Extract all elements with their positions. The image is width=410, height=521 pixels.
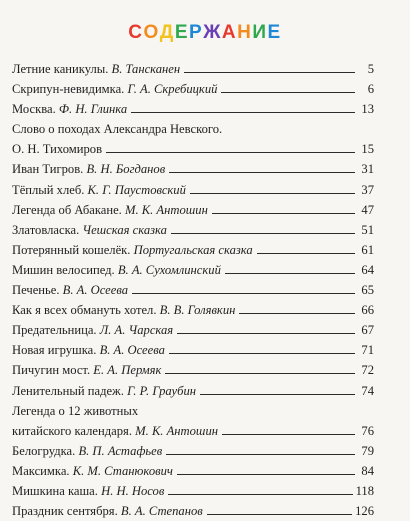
entry-title: Потерянный кошелёк. [12, 242, 131, 257]
entry-title: Праздник сентября. [12, 504, 118, 519]
title-letter: Р [189, 22, 204, 43]
entry-text [12, 260, 223, 280]
entry-text [12, 240, 255, 260]
leader-line [200, 394, 355, 395]
entry-author: К. М. Станюкович [72, 463, 173, 478]
page-number: 66 [361, 303, 374, 318]
leader-line [169, 353, 355, 354]
entry-text [12, 441, 164, 461]
toc-entry-line [12, 59, 374, 79]
leader-line [190, 193, 355, 194]
toc-entry-line [12, 360, 374, 380]
page-number: 13 [361, 102, 374, 117]
entry-author: Португальская сказка [133, 242, 253, 257]
leader-line [225, 273, 355, 274]
entry-title: Ленительный падеж. [12, 383, 124, 398]
entry-text [12, 220, 169, 240]
leader-line [131, 112, 355, 113]
entry-text [12, 340, 167, 360]
entry-text [12, 139, 104, 159]
toc-entry[interactable] [12, 260, 374, 280]
page-number: 47 [361, 202, 374, 217]
page-number: 31 [361, 162, 374, 177]
toc-entry[interactable] [12, 99, 374, 119]
entry-author: Г. А. Скребицкий [127, 82, 218, 97]
toc-entry-line [12, 180, 374, 200]
toc-entry[interactable] [12, 481, 374, 501]
leader-line [168, 494, 352, 495]
toc-entry[interactable] [12, 220, 374, 240]
entry-text [12, 300, 237, 320]
entry-text [12, 401, 140, 421]
toc-entry-line [12, 300, 374, 320]
entry-title: Новая игрушка. [12, 343, 97, 358]
toc-entry[interactable] [12, 340, 374, 360]
entry-author: Л. А. Чарская [99, 323, 174, 338]
toc-entry-line [12, 421, 374, 441]
toc-entry[interactable] [12, 381, 374, 401]
leader-line [212, 213, 355, 214]
toc-entry[interactable] [12, 79, 374, 99]
toc-entry-line [12, 159, 374, 179]
title-letter: Н [237, 22, 253, 43]
entry-text [12, 461, 175, 481]
entry-author: Г. Р. Граубин [127, 383, 197, 398]
page-number: 5 [367, 62, 374, 76]
toc-entry[interactable] [12, 360, 374, 380]
toc-entry[interactable] [12, 240, 374, 260]
toc-entry-line [12, 501, 374, 521]
entry-author: В. А. Осеева [99, 343, 165, 358]
entry-author: В. А. Осеева [62, 283, 129, 298]
toc-entry[interactable] [12, 159, 374, 179]
entry-text [12, 159, 167, 179]
entry-author: Чешская сказка [82, 222, 167, 237]
toc-entry-line [12, 320, 374, 340]
page-number: 64 [361, 262, 374, 277]
toc-entry[interactable] [12, 501, 374, 521]
leader-line [166, 454, 355, 455]
entry-author: Е. А. Пермяк [93, 363, 162, 378]
entry-text [12, 280, 130, 300]
entry-title: Пичугин мост. [12, 363, 91, 378]
entry-author: В. Н. Богданов [86, 162, 166, 177]
title-letter: Д [159, 22, 175, 43]
page-number: 67 [361, 323, 374, 338]
leader-line [177, 474, 355, 475]
toc-entry-line [12, 79, 374, 99]
entry-text [12, 320, 175, 340]
leader-line [171, 233, 355, 234]
table-of-contents [12, 59, 374, 521]
toc-entry[interactable] [12, 180, 374, 200]
entry-title: Иван Тигров. [12, 162, 84, 177]
entry-author: Ф. Н. Глинка [58, 102, 128, 117]
page-number: 76 [361, 423, 374, 438]
toc-entry-line [12, 200, 374, 220]
entry-text [12, 481, 166, 501]
entry-title: Легенда о 12 животных [12, 403, 139, 418]
page-number: 126 [355, 504, 374, 519]
leader-line [106, 152, 355, 153]
toc-entry[interactable] [12, 401, 374, 441]
entry-author: М. К. Антошин [135, 423, 218, 438]
toc-entry[interactable] [12, 441, 374, 461]
toc-entry-line [12, 119, 374, 139]
page-number: 6 [367, 82, 374, 97]
entry-title: китайского календаря. [12, 423, 132, 438]
toc-entry-line [12, 441, 374, 461]
toc-entry[interactable] [12, 59, 374, 79]
leader-line [132, 293, 355, 294]
title-letter: Ж [203, 22, 222, 43]
toc-entry-line [12, 280, 374, 300]
entry-title: Мишин велосипед. [12, 262, 115, 277]
page-number: 65 [361, 283, 374, 298]
leader-line [257, 253, 355, 254]
toc-entry[interactable] [12, 320, 374, 340]
toc-entry-line [12, 481, 374, 501]
toc-entry-line [12, 381, 374, 401]
entry-title: Летние каникулы. [12, 62, 109, 76]
entry-author: В. В. Голявкин [159, 303, 236, 318]
toc-entry-line [12, 340, 374, 360]
leader-line [207, 514, 352, 515]
title-letter: Е [174, 22, 190, 43]
entry-text [12, 360, 163, 380]
entry-title: Максимка. [12, 463, 70, 478]
toc-entry-line [12, 240, 374, 260]
entry-title: Легенда об Абакане. [12, 202, 122, 217]
page-number: 15 [361, 142, 374, 157]
entry-text [12, 180, 188, 200]
page-number: 84 [361, 463, 374, 478]
toc-entry-line [12, 139, 374, 159]
toc-entry-line [12, 260, 374, 280]
toc-entry-line [12, 461, 374, 481]
title-letter: О [143, 22, 160, 43]
toc-entry[interactable] [12, 200, 374, 220]
entry-author: В. А. Степанов [120, 504, 203, 519]
entry-title: Мишкина каша. [12, 483, 98, 498]
entry-text [12, 200, 210, 220]
entry-author: Н. Н. Носов [101, 483, 165, 498]
toc-entry[interactable] [12, 300, 374, 320]
leader-line [165, 373, 355, 374]
toc-entry-line [12, 401, 374, 421]
page-number: 74 [361, 383, 374, 398]
entry-text [12, 501, 205, 521]
leader-line [177, 333, 355, 334]
leader-line [239, 313, 355, 314]
entry-text [12, 99, 129, 119]
leader-line [222, 434, 355, 435]
toc-entry-line [12, 99, 374, 119]
entry-text [12, 381, 198, 401]
entry-title: Тёплый хлеб. [12, 182, 85, 197]
entry-title: Москва. [12, 102, 56, 117]
entry-title: Златовласка. [12, 222, 80, 237]
entry-author: М. К. Антошин [124, 202, 208, 217]
page-title [0, 22, 410, 44]
entry-text [12, 119, 224, 139]
entry-text [12, 79, 219, 99]
entry-title: Предательница. [12, 323, 97, 338]
page-number: 37 [361, 182, 374, 197]
entry-author: В. П. Астафьев [78, 443, 163, 458]
page-number: 61 [361, 242, 374, 257]
title-letter: И [252, 22, 268, 43]
leader-line [221, 92, 355, 93]
entry-text [12, 421, 220, 441]
page-number: 71 [361, 343, 374, 358]
title-letter: С [128, 22, 144, 43]
entry-title: Как я всех обмануть хотел. [12, 303, 157, 318]
entry-title: Слово о походах Александра Невского. [12, 122, 223, 137]
page-number: 72 [361, 363, 374, 378]
entry-title: Белогрудка. [12, 443, 76, 458]
entry-author: К. Г. Паустовский [87, 182, 186, 197]
toc-entry[interactable] [12, 119, 374, 159]
entry-author: В. А. Сухомлинский [117, 262, 221, 277]
toc-entry-line [12, 220, 374, 240]
page-number: 51 [361, 222, 374, 237]
entry-title: Скрипун-невидимка. [12, 82, 125, 97]
title-letter: Е [267, 22, 282, 43]
page-number: 118 [355, 483, 374, 498]
leader-line [169, 172, 355, 173]
entry-text [12, 59, 182, 79]
title-letter: А [221, 22, 238, 43]
page-number: 79 [361, 443, 374, 458]
toc-entry[interactable] [12, 461, 374, 481]
leader-line [184, 72, 355, 73]
entry-title: О. Н. Тихомиров [12, 142, 103, 157]
entry-title: Печенье. [12, 283, 60, 298]
toc-entry[interactable] [12, 280, 374, 300]
entry-author: В. Тансканен [111, 62, 181, 76]
